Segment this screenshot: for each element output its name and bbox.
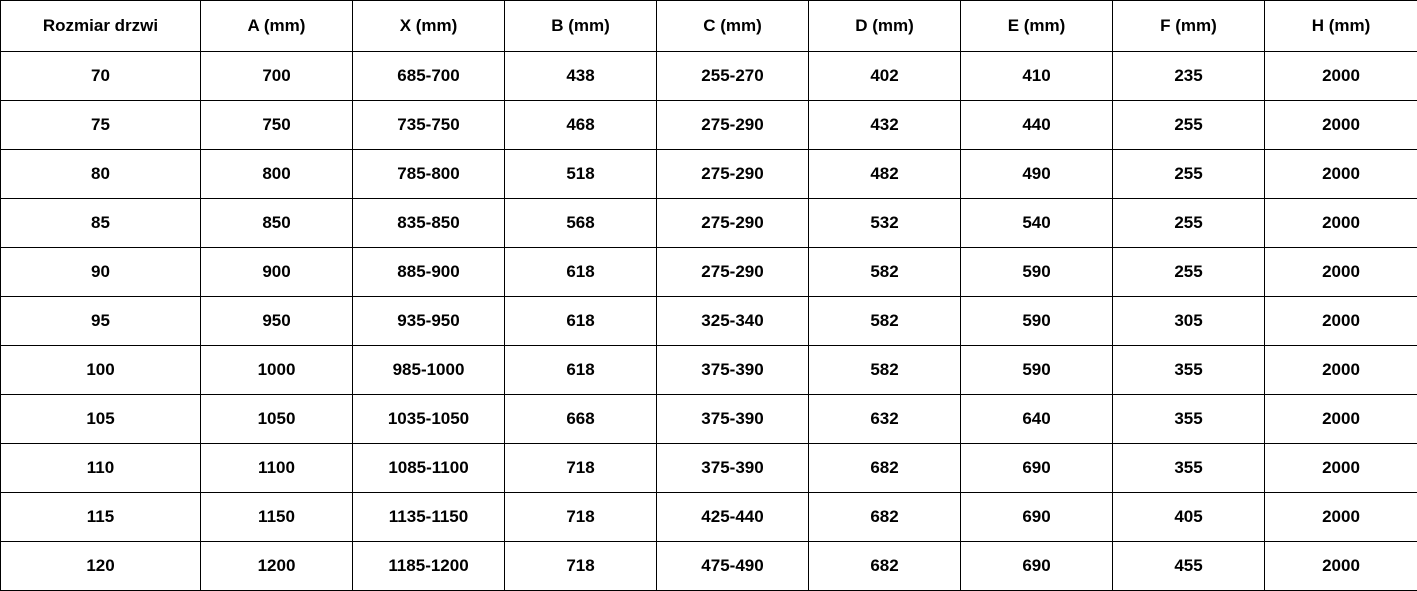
column-header-d: D (mm): [809, 1, 961, 52]
cell-b: 718: [505, 542, 657, 591]
cell-size: 75: [1, 101, 201, 150]
table-row: [1, 101, 1417, 150]
cell-b: 718: [505, 493, 657, 542]
cell-h: 2000: [1265, 346, 1417, 395]
cell-d: 582: [809, 297, 961, 346]
cell-h: 2000: [1265, 101, 1417, 150]
cell-a: 750: [201, 101, 353, 150]
cell-a: 1100: [201, 444, 353, 493]
cell-b: 618: [505, 346, 657, 395]
cell-f: 255: [1113, 248, 1265, 297]
cell-h: 2000: [1265, 150, 1417, 199]
column-header-e: E (mm): [961, 1, 1113, 52]
cell-a: 1000: [201, 346, 353, 395]
column-header-h: H (mm): [1265, 1, 1417, 52]
cell-b: 438: [505, 52, 657, 101]
cell-f: 255: [1113, 199, 1265, 248]
cell-a: 800: [201, 150, 353, 199]
cell-x: 985-1000: [353, 346, 505, 395]
table-row: [1, 542, 1417, 591]
cell-c: 475-490: [657, 542, 809, 591]
cell-d: 682: [809, 444, 961, 493]
cell-f: 255: [1113, 150, 1265, 199]
column-header-rozmiar-drzwi: Rozmiar drzwi: [1, 1, 201, 52]
table-row: [1, 150, 1417, 199]
table-row: [1, 52, 1417, 101]
cell-a: 1050: [201, 395, 353, 444]
cell-size: 100: [1, 346, 201, 395]
cell-x: 885-900: [353, 248, 505, 297]
table-row: [1, 493, 1417, 542]
cell-size: 105: [1, 395, 201, 444]
cell-c: 375-390: [657, 444, 809, 493]
cell-b: 568: [505, 199, 657, 248]
cell-size: 90: [1, 248, 201, 297]
cell-e: 440: [961, 101, 1113, 150]
cell-c: 325-340: [657, 297, 809, 346]
cell-x: 1035-1050: [353, 395, 505, 444]
cell-e: 410: [961, 52, 1113, 101]
cell-size: 110: [1, 444, 201, 493]
column-header-a: A (mm): [201, 1, 353, 52]
cell-c: 375-390: [657, 346, 809, 395]
cell-d: 582: [809, 346, 961, 395]
cell-e: 590: [961, 297, 1113, 346]
cell-a: 950: [201, 297, 353, 346]
cell-a: 900: [201, 248, 353, 297]
cell-a: 1200: [201, 542, 353, 591]
cell-d: 402: [809, 52, 961, 101]
cell-b: 618: [505, 248, 657, 297]
cell-h: 2000: [1265, 248, 1417, 297]
cell-d: 682: [809, 542, 961, 591]
cell-c: 275-290: [657, 199, 809, 248]
cell-b: 668: [505, 395, 657, 444]
cell-h: 2000: [1265, 542, 1417, 591]
cell-size: 70: [1, 52, 201, 101]
cell-b: 468: [505, 101, 657, 150]
cell-c: 255-270: [657, 52, 809, 101]
cell-a: 700: [201, 52, 353, 101]
table-row: [1, 199, 1417, 248]
cell-c: 275-290: [657, 248, 809, 297]
cell-x: 1135-1150: [353, 493, 505, 542]
cell-d: 432: [809, 101, 961, 150]
cell-d: 582: [809, 248, 961, 297]
cell-e: 690: [961, 444, 1113, 493]
cell-e: 590: [961, 248, 1113, 297]
cell-e: 590: [961, 346, 1113, 395]
table-row: [1, 444, 1417, 493]
cell-d: 632: [809, 395, 961, 444]
cell-b: 618: [505, 297, 657, 346]
cell-d: 682: [809, 493, 961, 542]
cell-f: 305: [1113, 297, 1265, 346]
cell-e: 540: [961, 199, 1113, 248]
cell-e: 640: [961, 395, 1113, 444]
cell-f: 405: [1113, 493, 1265, 542]
cell-size: 120: [1, 542, 201, 591]
column-header-f: F (mm): [1113, 1, 1265, 52]
cell-c: 425-440: [657, 493, 809, 542]
cell-c: 375-390: [657, 395, 809, 444]
cell-a: 1150: [201, 493, 353, 542]
cell-x: 735-750: [353, 101, 505, 150]
cell-size: 80: [1, 150, 201, 199]
cell-a: 850: [201, 199, 353, 248]
table-row: [1, 297, 1417, 346]
cell-x: 835-850: [353, 199, 505, 248]
cell-h: 2000: [1265, 199, 1417, 248]
column-header-x: X (mm): [353, 1, 505, 52]
table-body: [1, 52, 1417, 591]
cell-x: 1185-1200: [353, 542, 505, 591]
cell-h: 2000: [1265, 297, 1417, 346]
cell-e: 690: [961, 542, 1113, 591]
column-header-b: B (mm): [505, 1, 657, 52]
cell-b: 518: [505, 150, 657, 199]
cell-e: 490: [961, 150, 1113, 199]
cell-size: 95: [1, 297, 201, 346]
cell-size: 85: [1, 199, 201, 248]
cell-e: 690: [961, 493, 1113, 542]
cell-f: 255: [1113, 101, 1265, 150]
cell-b: 718: [505, 444, 657, 493]
cell-c: 275-290: [657, 150, 809, 199]
cell-f: 355: [1113, 346, 1265, 395]
cell-f: 455: [1113, 542, 1265, 591]
table-header-row: [1, 1, 1417, 52]
cell-d: 532: [809, 199, 961, 248]
cell-f: 355: [1113, 395, 1265, 444]
cell-h: 2000: [1265, 444, 1417, 493]
cell-d: 482: [809, 150, 961, 199]
cell-f: 355: [1113, 444, 1265, 493]
cell-x: 785-800: [353, 150, 505, 199]
cell-h: 2000: [1265, 52, 1417, 101]
cell-x: 685-700: [353, 52, 505, 101]
cell-h: 2000: [1265, 395, 1417, 444]
cell-h: 2000: [1265, 493, 1417, 542]
table-row: [1, 248, 1417, 297]
table-header: [1, 1, 1417, 52]
cell-f: 235: [1113, 52, 1265, 101]
cell-c: 275-290: [657, 101, 809, 150]
cell-size: 115: [1, 493, 201, 542]
table-row: [1, 346, 1417, 395]
cell-x: 1085-1100: [353, 444, 505, 493]
cell-x: 935-950: [353, 297, 505, 346]
column-header-c: C (mm): [657, 1, 809, 52]
table-row: [1, 395, 1417, 444]
